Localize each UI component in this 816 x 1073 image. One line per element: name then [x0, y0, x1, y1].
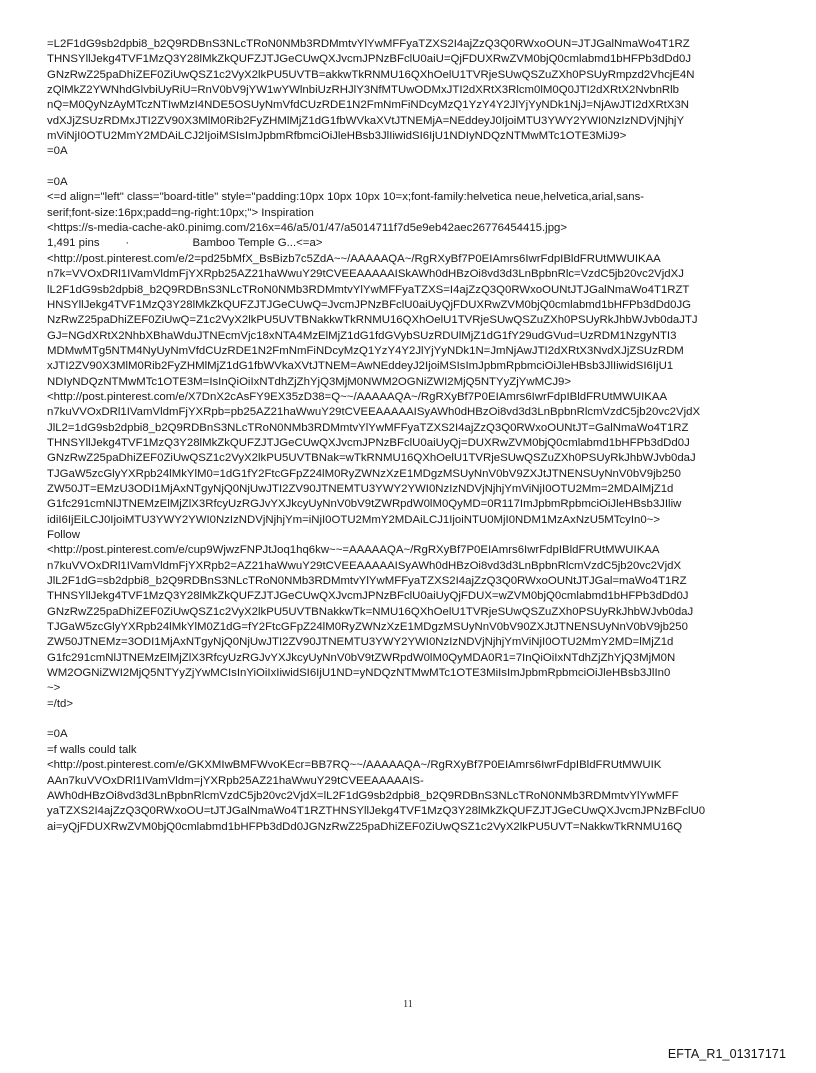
text-line: <=d align="left" class="board-title" style="padding:10px 10px 10px 10=x;font-family:helvetica neue,helvetica,arial,sans-	[47, 191, 645, 204]
text-line: JlL2F1dG=sb2dpbi8_b2Q9RDBnS3NLcTRoN0NMb3RDMmtvYlYwMFFyaTZXS2I4ajZzQ3Q0RWxoOUNtJTJGal=maWo4T1RZ	[47, 575, 687, 588]
blank-line	[47, 712, 779, 727]
pin-board-title: Bamboo Temple G...<=a>	[192, 237, 323, 250]
separator-dot: ·	[125, 237, 130, 250]
text-line: THNSYllJekg4TVF1MzQ3Y28lMkZkQUFZJTJGeCUwQXJvcmJPNzBFclU0aiUyQj=DUXRwZVM0bjQ0cmlabmd1bHFPb3dDd0J	[47, 436, 690, 449]
text-line: ~>	[47, 682, 61, 695]
text-line: nQ=M0QyNzAyMTczNTIwMzI4NDE5OSUyNmVfdCUzRDE1N2FmNmFiNDcyMzQ1YzY4Y2JlYjYyNDk1NjJ=NjAwJTI2dXRtX3N	[47, 99, 690, 112]
board-title-block	[47, 175, 779, 236]
text-line: =0A	[47, 176, 68, 189]
text-line: NDIyNDQzNTMwMTc1OTE3M=IsInQiOiIxNTdhZjZhYjQ3MjM0NWM2OGNiZWI2MjQ5NTYyZjYwMCJ9>	[47, 375, 572, 388]
text-line: vdXJjZSUzRDMxJTI2ZV90X3MlM0Rib2FyZHMlMjZ1dG1fbWVkaXVtJTNEMjA=NEddeyJ0IjoiMTU3YWY2YWI0NzIzNDVjNjhjY	[47, 114, 685, 127]
text-line: <http://post.pinterest.com/e/GKXMIwBMFWvoKEcr=BB7RQ~~/AAAAAQA~/RgRXyBf7P0EIAmrs6IwrFdpIBldFRUtMWUIK	[47, 759, 662, 772]
text-line: ai=yQjFDUXRwZVM0bjQ0cmlabmd1bHFPb3dDd0JGNzRwZ25paDhiZEF0ZiUwQSZ1c2VyX2lkPU5UVT=NakkwTkRNMU16Q	[47, 820, 683, 833]
pin-row	[47, 236, 779, 251]
text-line: =/td>	[47, 697, 73, 710]
text-line: NzRwZ25paDhiZEF0ZiUwQ=Z1c2VyX2lkPU5UVTBNakkwTkRNMU16QXhOelU1TVRjeSUwQSZuZXh0PSUyRkJhbWJvb0daJTJ	[47, 314, 698, 327]
text-line: <http://post.pinterest.com/e/X7DnX2cAsFY9EX35zD38=Q~~/AAAAAQA~/RgRXyBf7P0EIAmrs6IwrFdpIBldFRUtMWUIKAA	[47, 390, 668, 403]
text-line: ZW50JT=EMzU3ODI1MjAxNTgyNjQ0NjUwJTI2ZV90JTNEMTU3YWY2YWI0NzIzNDVjNjhjYmViNjI0OTU2Mm=2MDAlMjZ1d	[47, 482, 674, 495]
text-line: MDMwMTg5NTM4NyUyNmVfdCUzRDE1N2FmNmFiNDcyMzQ1YzY4Y2JlYjYyNDk1N=JmNjAwJTI2dXRtX3NvdXJjZSUzRDM	[47, 344, 684, 357]
text-line: THNSYllJekg4TVF1MzQ3Y28lMkZkQUFZJTJGeCUwQXJvcmJPNzBFclU0aiU=QjFDUXRwZVM0bjQ0cmlabmd1bHFPb3dDd0J	[47, 53, 692, 66]
text-line: GNzRwZ25paDhiZEF0ZiUwQSZ1c2VyX2lkPU5UVTB=akkwTkRNMU16QXhOelU1TVRjeSUwQSZuZXh0PSUyRmpzd2VhcjE4N	[47, 68, 695, 81]
text-line: <https://s-media-cache-ak0.pinimg.com/216x=46/a5/01/47/a5014711f7d5e9eb42aec26776454415.jpg>	[47, 222, 568, 235]
blank-line	[47, 160, 779, 175]
text-line: ZW50JTNEMz=3ODI1MjAxNTgyNjQ0NjUwJTI2ZV90JTNEMTU3YWY2YWI0NzIzNDVjNjhjYmViNjI0OTU2MmY2MD=lMjZ1d	[47, 636, 674, 649]
text-line: G1fc291cmNlJTNEMzElMjZlX3RfcyUzRGJvYXJkcyUyNnV0bV9tZWRpdW0lM0QyMDA0R1=7InQiOiIxNTdhZjZhYjQ3MjM0N	[47, 651, 676, 664]
text-line: G1fc291cmNlJTNEMzElMjZlX3RfcyUzRGJvYXJkcyUyNnV0bV9tZWRpdW0lM0QyMD=0R117ImJpbmRpbmciOiJleHBsb3JIliw	[47, 498, 682, 511]
pin-count: 1,491 pins	[47, 237, 100, 250]
text-line: TJGaW5zcGlyYXRpb24lMkYlM0Z1dG=fY2FtcGFpZ24lM0RyZWNzXzE1MDgzMSUyNnV0bV90ZXJtJTNENSUyNnV0bV9jb250	[47, 621, 688, 634]
encoded-url-block-3	[47, 727, 779, 834]
text-line: TJGaW5zcGlyYXRpb24lMkYlM0=1dG1fY2FtcGFpZ24lM0RyZWNzXzE1MDgzMSUyNnV0bV9ZXJtJTNENSUyNnV0bV9jb250	[47, 467, 681, 480]
text-line: AAn7kuVVOxDRl1IVamVldm=jYXRpb25AZ21haWwuY29tCVEEAAAAAIS-	[47, 774, 424, 787]
email-source-text	[47, 37, 779, 835]
encoded-url-block-2	[47, 252, 779, 712]
text-line: =0A	[47, 728, 68, 741]
encoded-url-block-1	[47, 37, 779, 160]
text-line: yaTZXS2I4ajZzQ3Q0RWxoOU=tJTJGalNmaWo4T1RZTHNSYllJekg4TVF1MzQ3Y28lMkZkQUFZJTJGeCUwQXJvcmJPNzBFclU0	[47, 805, 706, 818]
bates-number: EFTA_R1_01317171	[667, 1047, 786, 1061]
text-line: n7kuVVOxDRl1IVamVldmFjYXRpb2=AZ21haWwuY29tCVEEAAAAAISyAWh0dHBzOi8vd3d3LnBpbnRlcmVzdC5jb20vc2VjdX	[47, 559, 682, 572]
text-line: n7k=VVOxDRl1IVamVldmFjYXRpb25AZ21haWwuY29tCVEEAAAAAISkAWh0dHBzOi8vd3d3LnBpbnRlc=VzdC5jb20vc2VjdXJ	[47, 268, 684, 281]
text-line: JlL2=1dG9sb2dpbi8_b2Q9RDBnS3NLcTRoN0NMb3RDMmtvYlYwMFFyaTZXS2I4ajZzQ3Q0RWxoOUNtJT=GalNmaWo4T1RZ	[47, 421, 689, 434]
text-line: <http://post.pinterest.com/e/2=pd25bMfX_BsBizb7c5ZdA~~/AAAAAQA~/RgRXyBf7P0EIAmrs6IwrFdpIBldFRUtMWUIKAA	[47, 252, 661, 265]
page-number: 11	[403, 999, 413, 1010]
text-line: GNzRwZ25paDhiZEF0ZiUwQSZ1c2VyX2lkPU5UVTBNakkwTk=NMU16QXhOelU1TVRjeSUwQSZuZXh0PSUyRkJhbWJvb0daJ	[47, 605, 694, 618]
text-line: lL2F1dG9sb2dpbi8_b2Q9RDBnS3NLcTRoN0NMb3RDMmtvYlYwMFFyaTZXS=I4ajZzQ3Q0RWxoOUNtJTJGalNmaWo4T1RZT	[47, 283, 690, 296]
text-line: =f walls could talk	[47, 743, 137, 756]
text-line: n7kuVVOxDRl1IVamVldmFjYXRpb=pb25AZ21haWwuY29tCVEEAAAAAISyAWh0dHBzOi8vd3d3LnBpbnRlcmVzdC5jb20vc2VjdX	[47, 406, 701, 419]
text-line: GJ=NGdXRtX2NhbXBhaWduJTNEcmVjc18xNTA4MzElMjZ1dG1fdGVybSUzRDUlMjZ1dG1fY29udGVud=UzRDM1NzgyNTI3	[47, 329, 677, 342]
text-line: xJTI2ZV90X3MlM0Rib2FyZHMlMjZ1dG1fbWVkaXVtJTNEM=AwNEddeyJ2IjoiMSIsImJpbmRpbmciOiJleHBsb3JlIiwidSI6IjU1	[47, 360, 674, 373]
text-line: idiI6IjEiLCJ0IjoiMTU3YWY2YWI0NzIzNDVjNjhjYm=iNjI0OTU2MmY2MDAiLCJ1IjoiNTU0MjI0NDM1MzAxNzU5MTcyIn0~>	[47, 513, 661, 526]
text-line: <http://post.pinterest.com/e/cup9WjwzFNPJtJoq1hq6kw~~=AAAAAQA~/RgRXyBf7P0EIAmrs6IwrFdpIBldFRUtMWUIKAA	[47, 544, 660, 557]
text-line: =0A	[47, 145, 68, 158]
text-line: Follow	[47, 529, 80, 541]
text-line: AWh0dHBzOi8vd3d3LnBpbnRlcmVzdC5jb20vc2VjdX=lL2F1dG9sb2dpbi8_b2Q9RDBnS3NLcTRoN0NMb3RDMmtvYlYwMFF	[47, 789, 679, 802]
text-line: WM2OGNiZWI2MjQ5NTYyZjYwMCIsInYiOiIxIiwidSI6IjU1ND=yNDQzNTMwMTc1OTE3MiIsImJpbmRpbmciOiJleHBsb3JlIn0	[47, 667, 671, 680]
text-line: =L2F1dG9sb2dpbi8_b2Q9RDBnS3NLcTRoN0NMb3RDMmtvYlYwMFFyaTZXS2I4ajZzQ3Q0RWxoOUN=JTJGalNmaWo4T1RZ	[47, 38, 690, 50]
text-line: GNzRwZ25paDhiZEF0ZiUwQSZ1c2VyX2lkPU5UVTBNak=wTkRNMU16QXhOelU1TVRjeSUwQSZuZXh0PSUyRkJhbWJvb0daJ	[47, 452, 696, 465]
text-line: serif;font-size:16px;padd=ng-right:10px;"> Inspiration	[47, 206, 314, 219]
text-line: zQlMkZ2YWNhdGlvbiUyRiU=RnV0bV9jYW1wYWlnbiUzRHJlY3NfMTUwODMxJTI2dXRtX3Rlcm0lM0Q0JTI2dXRtX2NvbnRlb	[47, 84, 680, 97]
text-line: HNSYllJekg4TVF1MzQ3Y28lMkZkQUFZJTJGeCUwQ=JvcmJPNzBFclU0aiUyQjFDUXRwZVM0bjQ0cmlabmd1bHFPb3dDd0JG	[47, 298, 692, 311]
text-line: mViNjI0OTU2MmY2MDAiLCJ2IjoiMSIsImJpbmRfbmciOiJleHBsb3JlIiwidSI6IjU1NDIyNDQzNTMwMTc1OTE3MiJ9>	[47, 130, 627, 143]
text-line: THNSYllJekg4TVF1MzQ3Y28lMkZkQUFZJTJGeCUwQXJvcmJPNzBFclU0aiUyQjFDUX=wZVM0bjQ0cmlabmd1bHFPb3dDd0J	[47, 590, 689, 603]
